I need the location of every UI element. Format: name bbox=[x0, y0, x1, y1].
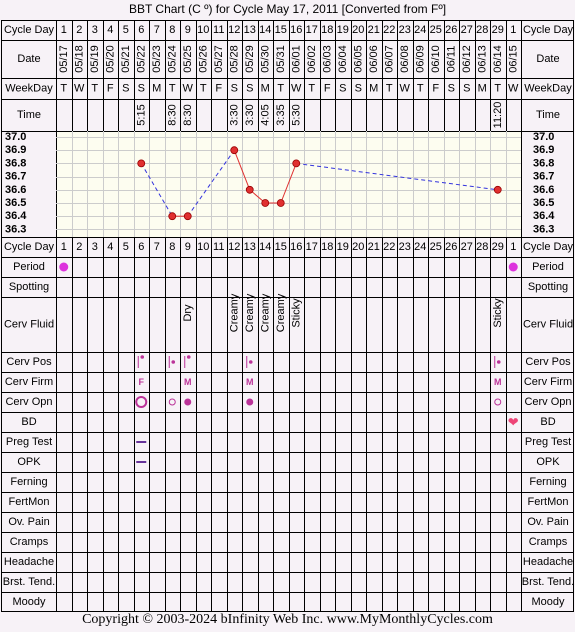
cycle-day-number: 1 bbox=[60, 241, 67, 253]
weekday-label: W bbox=[291, 82, 302, 95]
weekday-label: F bbox=[432, 82, 440, 95]
weekday-label: W bbox=[399, 82, 410, 95]
date-label: 06/06 bbox=[367, 45, 380, 73]
row-label-right-weekday: WeekDay bbox=[524, 82, 572, 95]
cerv-firm-label: M bbox=[184, 377, 192, 387]
cycle-day-number: 15 bbox=[274, 24, 287, 36]
row-label-cerv_opn: Cerv Opn bbox=[5, 396, 53, 408]
date-label: 05/29 bbox=[243, 45, 256, 73]
cycle-day-number: 12 bbox=[228, 241, 241, 253]
cycle-day-number: 7 bbox=[153, 24, 160, 36]
cycle-day-number: 15 bbox=[274, 241, 287, 253]
row-label-right-time: Time bbox=[535, 109, 561, 121]
cerv-pos-dot bbox=[140, 355, 144, 359]
cerv-pos-dot bbox=[497, 360, 501, 364]
cycle-day-number: 23 bbox=[398, 24, 411, 36]
row-label-time: Time bbox=[16, 109, 42, 121]
cerv-fluid-label: Dry bbox=[181, 304, 194, 322]
weekday-label: T bbox=[308, 82, 316, 95]
y-tick-label-right: 36.7 bbox=[533, 170, 555, 183]
row-label-weekday: WeekDay bbox=[5, 82, 53, 95]
cycle-day-number: 1 bbox=[510, 24, 517, 36]
weekday-label: F bbox=[215, 82, 223, 95]
temp-point bbox=[262, 200, 269, 207]
cycle-day-number: 23 bbox=[398, 241, 411, 253]
time-label: 5:15 bbox=[135, 104, 148, 126]
y-tick-label-left: 36.3 bbox=[5, 223, 27, 236]
cycle-day-number: 25 bbox=[429, 24, 442, 36]
cycle-day-number: 19 bbox=[336, 24, 349, 36]
cerv-fluid-label: Creamy bbox=[243, 293, 256, 333]
cycle-day-number: 2 bbox=[76, 241, 83, 253]
y-tick-label-left: 36.5 bbox=[5, 197, 27, 209]
y-tick-label-left: 36.8 bbox=[5, 157, 27, 170]
cycle-day-number: 26 bbox=[445, 241, 458, 253]
cerv-fluid-label: Creamy bbox=[228, 293, 241, 333]
y-tick-label-right: 37.0 bbox=[533, 131, 555, 143]
y-tick-label-right: 36.9 bbox=[533, 144, 555, 157]
weekday-label: S bbox=[339, 82, 347, 95]
copyright-footer: Copyright © 2003-2024 bInfinity Web Inc. www.MyMonthlyCycles.com bbox=[82, 612, 493, 627]
row-label-right-moody: Moody bbox=[531, 596, 565, 608]
row-label-bd: BD bbox=[21, 416, 37, 428]
row-label-right-cerv_firm: Cerv Firm bbox=[523, 376, 573, 388]
date-label: 06/09 bbox=[414, 45, 427, 73]
row-label-right-cramps: Cramps bbox=[528, 536, 568, 548]
temp-point bbox=[494, 186, 501, 193]
time-label: 8:30 bbox=[181, 104, 194, 126]
row-label-headache: Headache bbox=[3, 556, 55, 568]
cycle-day-number: 25 bbox=[429, 241, 442, 253]
date-label: 05/20 bbox=[104, 45, 117, 73]
cycle-day-number: 21 bbox=[367, 24, 380, 36]
date-label: 05/17 bbox=[57, 45, 70, 73]
date-label: 06/01 bbox=[290, 45, 303, 73]
date-label: 06/14 bbox=[491, 45, 504, 73]
y-tick-label-right: 36.3 bbox=[533, 223, 555, 236]
date-label: 05/22 bbox=[135, 45, 148, 73]
row-label-right-cerv_opn: Cerv Opn bbox=[524, 396, 572, 408]
weekday-label: M bbox=[477, 82, 487, 95]
bd-heart-icon: ❤ bbox=[507, 414, 519, 430]
cerv-opn-marker bbox=[246, 399, 253, 406]
cycle-day-number: 3 bbox=[91, 24, 98, 36]
cycle-day-number: 13 bbox=[243, 24, 256, 36]
date-label: 05/27 bbox=[212, 45, 225, 73]
cerv-pos-marker bbox=[138, 355, 144, 368]
date-label: 05/25 bbox=[181, 45, 194, 73]
weekday-label: T bbox=[60, 82, 68, 95]
cycle-day-number: 10 bbox=[197, 241, 210, 253]
row-label-brst_tend: Brst. Tend. bbox=[2, 576, 56, 588]
weekday-label: T bbox=[494, 82, 502, 95]
time-label: 3:30 bbox=[243, 104, 256, 126]
row-label-cycle_day: Cycle Day bbox=[3, 24, 55, 36]
y-tick-label-right: 36.5 bbox=[533, 197, 555, 209]
y-tick-label-right: 36.4 bbox=[533, 210, 555, 223]
cycle-day-number: 2 bbox=[76, 24, 83, 36]
cycle-day-number: 29 bbox=[491, 24, 504, 36]
row-label-cramps: Cramps bbox=[9, 536, 49, 548]
row-label-period: Period bbox=[13, 261, 45, 273]
cerv-pos-dot bbox=[187, 355, 191, 359]
weekday-label: F bbox=[323, 82, 331, 95]
weekday-label: M bbox=[260, 82, 270, 95]
cerv-fluid-label: Creamy bbox=[259, 293, 272, 333]
weekday-label: S bbox=[463, 82, 471, 95]
weekday-label: M bbox=[152, 82, 162, 95]
cycle-day-number: 1 bbox=[510, 241, 517, 253]
cerv-firm-label: F bbox=[138, 377, 144, 387]
row-label-spotting: Spotting bbox=[8, 281, 50, 293]
y-tick-label-right: 36.6 bbox=[533, 183, 555, 196]
cycle-day-number: 16 bbox=[290, 24, 303, 36]
row-label-right-spotting: Spotting bbox=[527, 281, 569, 293]
date-label: 06/07 bbox=[383, 45, 396, 73]
cycle-day-number: 4 bbox=[107, 24, 114, 36]
row-label-opk: OPK bbox=[17, 456, 41, 468]
weekday-label: S bbox=[230, 82, 238, 95]
temp-point bbox=[184, 213, 191, 220]
time-label: 11:20 bbox=[491, 101, 504, 129]
row-label-date: Date bbox=[17, 53, 41, 65]
cycle-day-number: 7 bbox=[153, 241, 160, 253]
cycle-day-number: 9 bbox=[184, 241, 191, 253]
cycle-day-number: 18 bbox=[321, 241, 334, 253]
date-label: 06/15 bbox=[507, 45, 520, 73]
time-label: 8:30 bbox=[166, 104, 179, 126]
row-label-right-headache: Headache bbox=[522, 556, 574, 568]
weekday-label: S bbox=[122, 82, 130, 95]
weekday-label: S bbox=[246, 82, 254, 95]
cerv-pos-dot bbox=[249, 360, 253, 364]
y-tick-label-left: 36.7 bbox=[5, 170, 27, 183]
period-marker bbox=[509, 263, 518, 272]
period-marker bbox=[59, 263, 68, 272]
date-label: 06/08 bbox=[398, 45, 411, 73]
y-tick-label-left: 36.6 bbox=[5, 183, 27, 196]
date-label: 05/19 bbox=[88, 45, 101, 73]
date-label: 06/11 bbox=[445, 45, 458, 73]
time-label: 4:05 bbox=[259, 104, 272, 126]
cycle-day-number: 24 bbox=[414, 24, 427, 36]
row-label-right-fertmon: FertMon bbox=[527, 496, 569, 508]
temp-point bbox=[246, 186, 253, 193]
temp-point bbox=[138, 160, 145, 167]
date-label: 06/04 bbox=[336, 45, 349, 73]
cycle-day-number: 5 bbox=[122, 241, 129, 253]
cycle-day-number: 6 bbox=[138, 241, 145, 253]
time-label: 3:35 bbox=[274, 104, 287, 126]
cerv-firm-label: M bbox=[494, 377, 502, 387]
cycle-day-number: 10 bbox=[197, 24, 210, 36]
row-label-preg_test: Preg Test bbox=[5, 436, 53, 448]
cycle-day-number: 8 bbox=[169, 241, 176, 253]
y-tick-label-left: 36.4 bbox=[5, 210, 27, 223]
date-label: 05/23 bbox=[150, 45, 163, 73]
weekday-label: S bbox=[354, 82, 362, 95]
date-label: 05/28 bbox=[228, 45, 241, 73]
cycle-day-number: 11 bbox=[213, 241, 225, 253]
row-label-right-cerv_pos: Cerv Pos bbox=[525, 356, 571, 368]
cerv-opn-marker bbox=[136, 397, 146, 407]
row-label-cerv_pos: Cerv Pos bbox=[6, 356, 52, 368]
date-label: 06/12 bbox=[460, 45, 473, 73]
weekday-label: S bbox=[447, 82, 455, 95]
row-label-right-preg_test: Preg Test bbox=[524, 436, 572, 448]
row-label-right-cerv_fluid: Cerv Fluid bbox=[522, 318, 574, 331]
cycle-day-number: 6 bbox=[138, 24, 145, 36]
cycle-day-number: 18 bbox=[321, 24, 334, 36]
weekday-label: T bbox=[385, 82, 393, 95]
cycle-day-number: 20 bbox=[352, 24, 365, 36]
date-label: 06/10 bbox=[429, 45, 442, 73]
cycle-day-number: 4 bbox=[107, 241, 114, 253]
temp-point bbox=[277, 200, 284, 207]
row-label-cerv_firm: Cerv Firm bbox=[4, 376, 54, 388]
date-label: 06/02 bbox=[305, 45, 318, 73]
cycle-day-number: 13 bbox=[243, 241, 256, 253]
cycle-day-number: 24 bbox=[414, 241, 427, 253]
cerv-opn-marker bbox=[169, 399, 175, 405]
cycle-day-number: 1 bbox=[60, 24, 67, 36]
row-label-right-ferning: Ferning bbox=[529, 476, 567, 488]
temp-point bbox=[293, 160, 300, 167]
y-tick-label-left: 36.9 bbox=[5, 144, 27, 157]
cycle-day-number: 20 bbox=[352, 241, 365, 253]
cerv-pos-marker bbox=[247, 356, 253, 368]
cycle-day-number: 22 bbox=[383, 241, 396, 253]
date-label: 05/21 bbox=[119, 45, 132, 73]
date-label: 05/26 bbox=[197, 45, 210, 73]
date-label: 05/18 bbox=[73, 45, 86, 73]
weekday-label: S bbox=[137, 82, 145, 95]
cycle-day-number: 14 bbox=[259, 24, 272, 36]
weekday-label: T bbox=[277, 82, 285, 95]
chart-title: BBT Chart (C º) for Cycle May 17, 2011 [Converted from Fº] bbox=[128, 2, 447, 16]
temp-point bbox=[231, 147, 238, 154]
cycle-day-number: 27 bbox=[460, 241, 473, 253]
date-label: 06/13 bbox=[476, 45, 489, 73]
cycle-day-number: 19 bbox=[336, 241, 349, 253]
row-label-ov_pain: Ov. Pain bbox=[8, 516, 50, 528]
cycle-day-number: 9 bbox=[184, 24, 191, 36]
row-label-right-period: Period bbox=[532, 261, 564, 273]
row-label-fertmon: FertMon bbox=[8, 496, 50, 508]
row-label-right-cycle_day: Cycle Day bbox=[522, 241, 574, 253]
cerv-fluid-label: Sticky bbox=[491, 298, 504, 328]
time-label: 5:30 bbox=[290, 104, 303, 126]
row-label-right-brst_tend: Brst. Tend. bbox=[521, 576, 575, 588]
cycle-day-number: 28 bbox=[476, 241, 489, 253]
cerv-pos-marker bbox=[185, 355, 191, 368]
cycle-day-number: 21 bbox=[367, 241, 380, 253]
y-tick-label-left: 37.0 bbox=[5, 131, 27, 143]
temp-point bbox=[169, 213, 176, 220]
row-label-right-ov_pain: Ov. Pain bbox=[527, 516, 569, 528]
cerv-fluid-label: Creamy bbox=[274, 293, 287, 333]
weekday-label: T bbox=[199, 82, 207, 95]
cycle-day-number: 12 bbox=[228, 24, 241, 36]
cycle-day-number: 8 bbox=[169, 24, 176, 36]
time-label: 3:30 bbox=[228, 104, 241, 126]
cycle-day-number: 3 bbox=[91, 241, 98, 253]
cerv-pos-marker bbox=[495, 356, 501, 368]
date-label: 05/31 bbox=[274, 45, 287, 73]
row-label-right-date: Date bbox=[536, 53, 560, 65]
cycle-day-number: 16 bbox=[290, 241, 303, 253]
row-label-right-opk: OPK bbox=[536, 456, 560, 468]
weekday-label: W bbox=[182, 82, 193, 95]
date-label: 06/05 bbox=[352, 45, 365, 73]
weekday-label: W bbox=[74, 82, 85, 95]
row-label-cerv_fluid: Cerv Fluid bbox=[3, 318, 55, 331]
cycle-day-number: 27 bbox=[460, 24, 473, 36]
cycle-day-number: 17 bbox=[305, 24, 318, 36]
cycle-day-number: 28 bbox=[476, 24, 489, 36]
cycle-day-number: 14 bbox=[259, 241, 272, 253]
date-label: 05/30 bbox=[259, 45, 272, 73]
row-label-moody: Moody bbox=[12, 596, 46, 608]
cerv-pos-dot bbox=[171, 360, 175, 364]
cerv-opn-marker bbox=[184, 399, 191, 406]
date-label: 05/24 bbox=[166, 45, 179, 73]
y-tick-label-right: 36.8 bbox=[533, 157, 555, 170]
weekday-label: T bbox=[168, 82, 176, 95]
cycle-day-number: 26 bbox=[445, 24, 458, 36]
row-label-cycle_day: Cycle Day bbox=[3, 241, 55, 253]
cycle-day-number: 17 bbox=[305, 241, 318, 253]
weekday-label: M bbox=[369, 82, 379, 95]
cycle-day-number: 29 bbox=[491, 241, 504, 253]
cycle-day-number: 11 bbox=[213, 24, 225, 36]
weekday-label: W bbox=[508, 82, 519, 95]
row-label-right-bd: BD bbox=[540, 416, 556, 428]
cerv-fluid-label: Sticky bbox=[290, 298, 303, 328]
cycle-day-number: 5 bbox=[122, 24, 129, 36]
weekday-label: T bbox=[91, 82, 99, 95]
row-label-ferning: Ferning bbox=[10, 476, 48, 488]
weekday-label: F bbox=[106, 82, 114, 95]
row-label-right-cycle_day: Cycle Day bbox=[522, 24, 574, 36]
cerv-opn-marker bbox=[495, 399, 501, 405]
cerv-pos-marker bbox=[169, 356, 175, 368]
weekday-label: T bbox=[416, 82, 424, 95]
cerv-firm-label: M bbox=[246, 377, 254, 387]
date-label: 06/03 bbox=[321, 45, 334, 73]
cycle-day-number: 22 bbox=[383, 24, 396, 36]
